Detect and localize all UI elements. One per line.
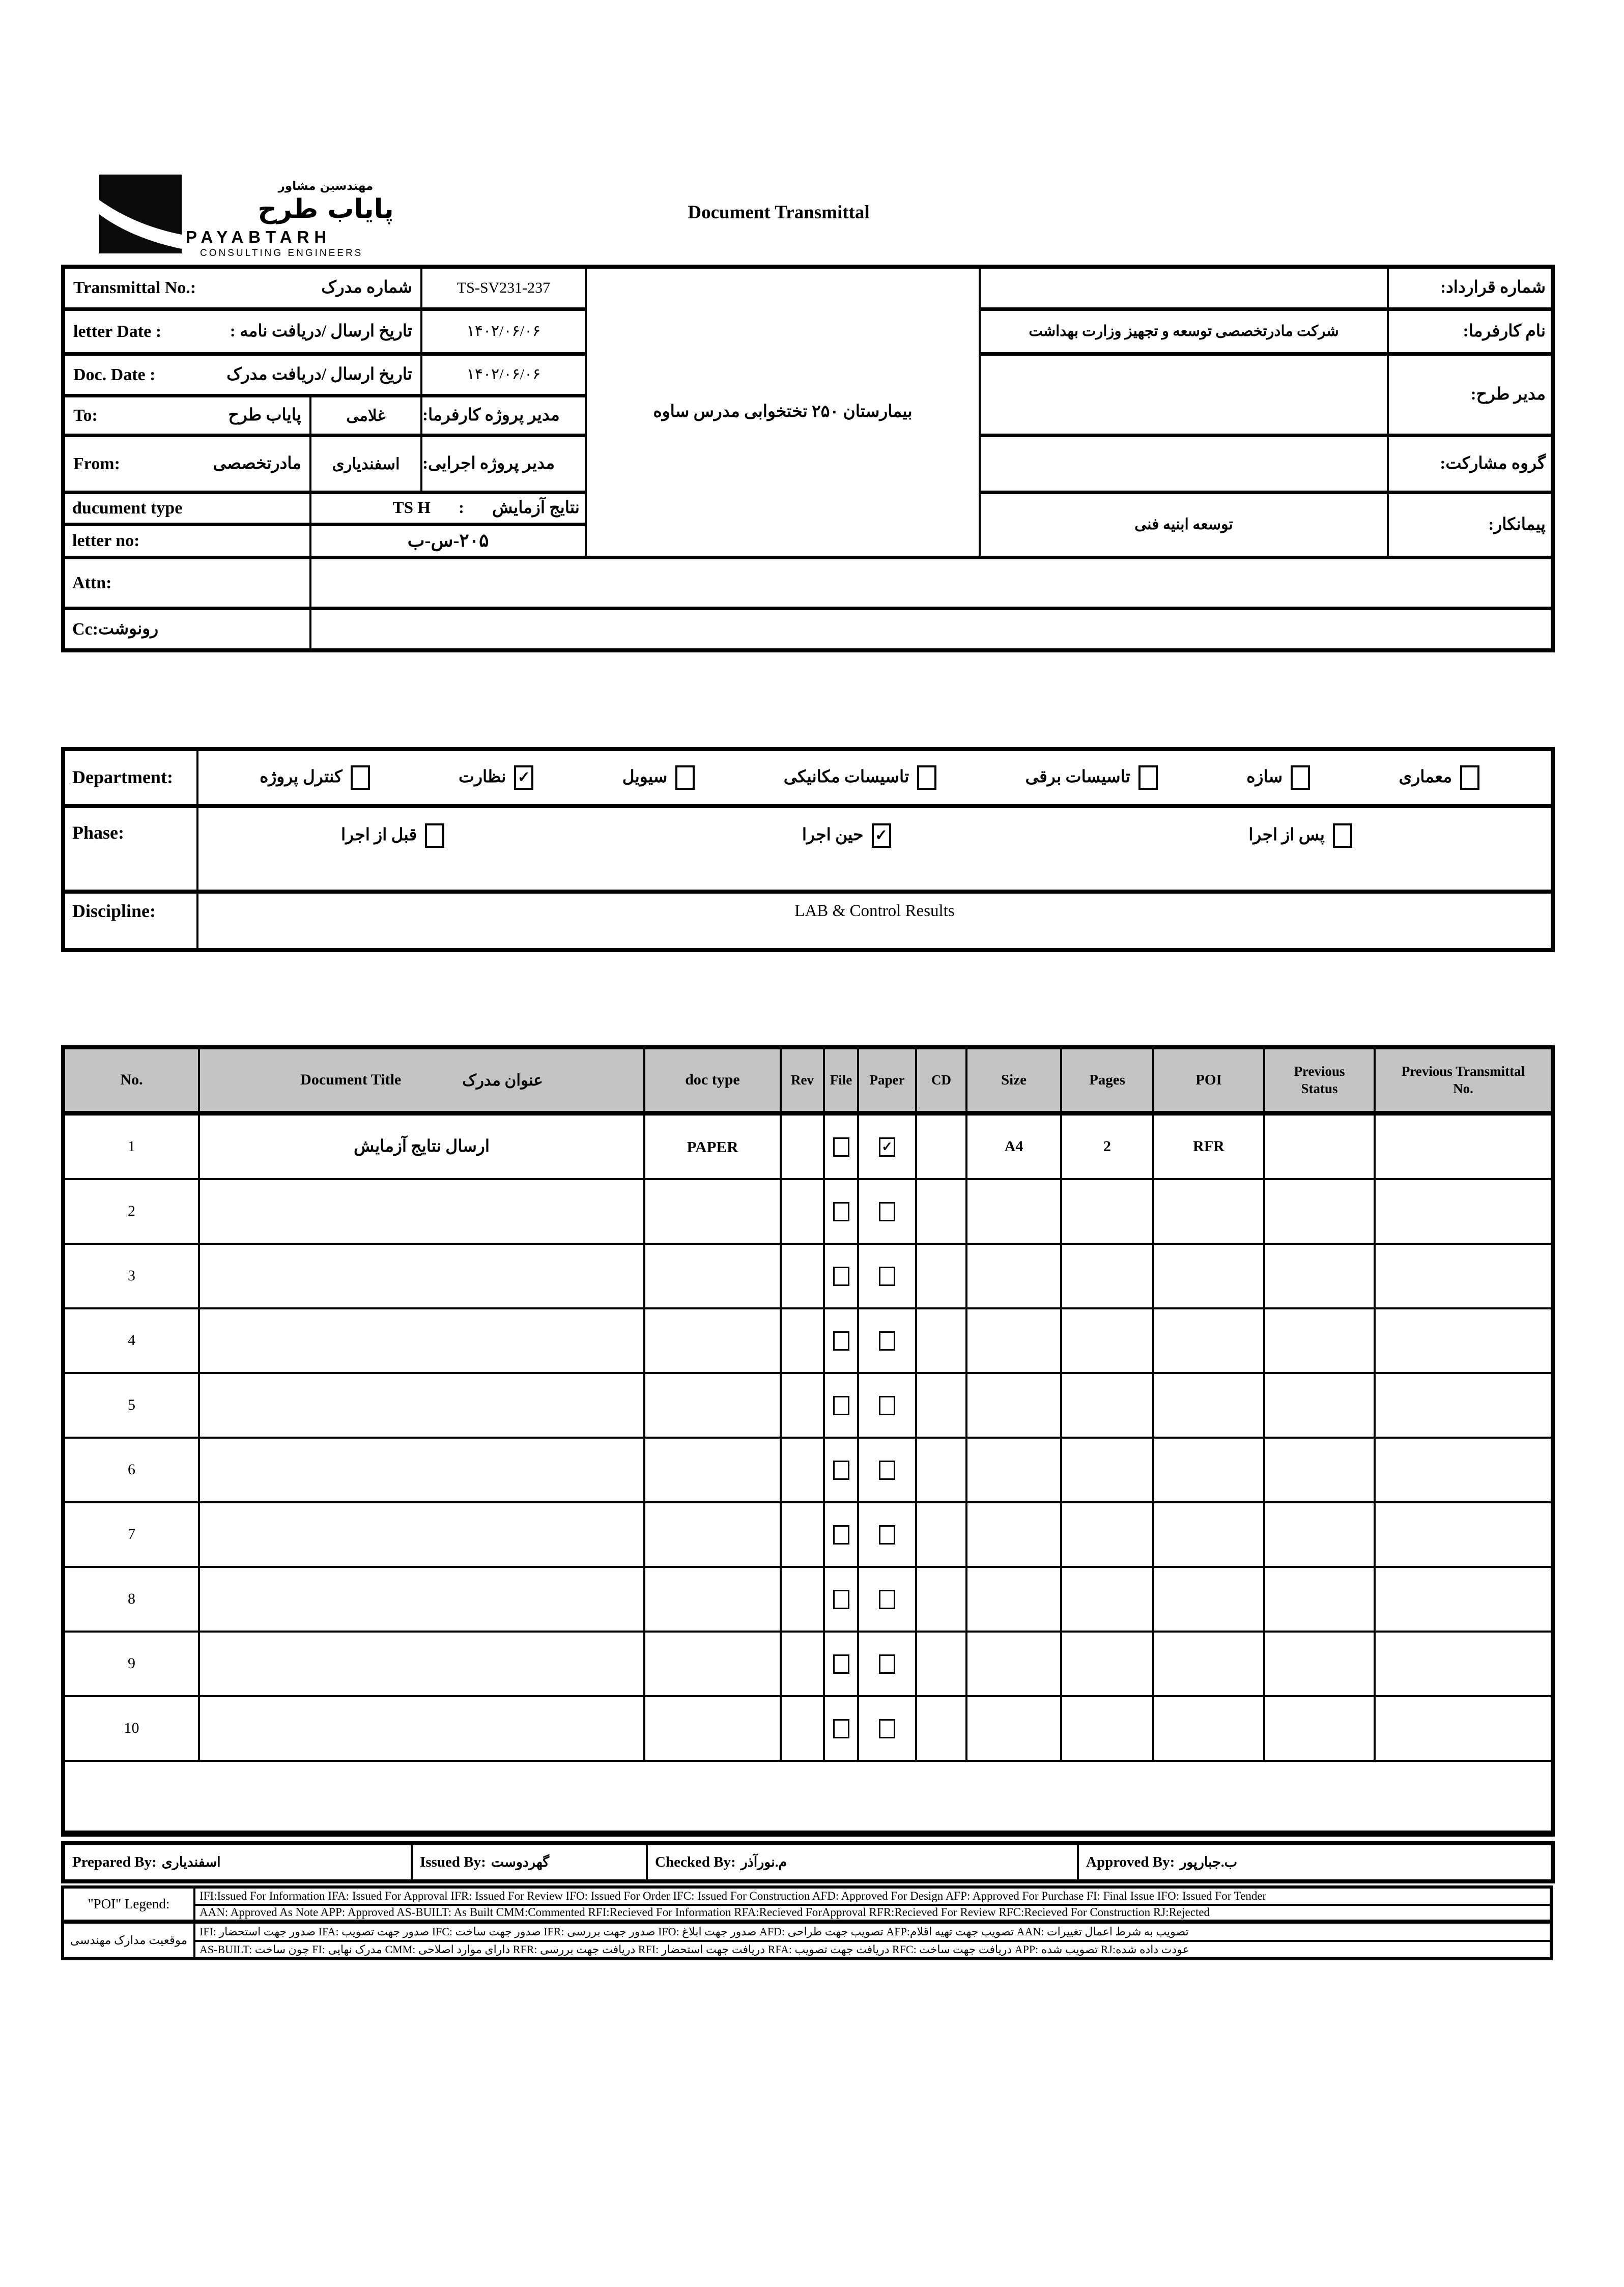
department-label: Department: [65, 751, 196, 804]
paper-checkbox-row-1[interactable]: ✓ [879, 1137, 895, 1157]
col-header-title-fa: عنوان مدرک [462, 1071, 543, 1089]
file-checkbox-row-3[interactable] [833, 1267, 849, 1286]
doc-row-7-cell [782, 1503, 823, 1566]
department-option-label: نظارت [459, 768, 506, 787]
doc-row-9-cell [1154, 1633, 1263, 1695]
letter-date-label-fa: تاریخ ارسال /دریافت نامه : [230, 322, 412, 340]
document-type-colon: : [458, 499, 464, 518]
approved-by-label: Approved By: [1086, 1853, 1175, 1870]
doc-row-5-paper-cell [859, 1374, 915, 1437]
doc-row-5-cell [1265, 1374, 1374, 1437]
doc-row-3-cell [782, 1245, 823, 1307]
doc-row-10-cell [1265, 1697, 1374, 1760]
file-checkbox-row-4[interactable] [833, 1331, 849, 1351]
document-type-label: ducument type [65, 494, 309, 523]
doc-position-label: موقعیت مدارک مهندسی [64, 1924, 193, 1957]
doc-row-7-cell [1376, 1503, 1551, 1566]
phase-options [198, 808, 1551, 890]
doc-row-4-cell [1154, 1309, 1263, 1372]
doc-row-1-cell: 1 [65, 1116, 198, 1178]
document-type-value-fa: نتایج آزمایش [492, 499, 580, 518]
doc-row-1-file-cell [825, 1116, 857, 1178]
paper-checkbox-row-2[interactable] [879, 1202, 895, 1221]
classification-table [61, 747, 1555, 952]
legend-line1: IFI:Issued For Information IFA: Issued For Approval IFR: Issued For Review IFO: Issued For Order IFC: Issued For Construction AFD: Approved For Design AFP: Approved For Purchase FI: Final Issue IFO: Issued For Tender [195, 1889, 1550, 1904]
doc-row-2-cell [782, 1180, 823, 1243]
doc-row-3-cell [1265, 1245, 1374, 1307]
doc-row-8-cell [200, 1568, 643, 1631]
doc-row-4-cell [967, 1309, 1060, 1372]
doc-row-2-paper-cell [859, 1180, 915, 1243]
transmittal-no-value: TS-SV231-237 [422, 269, 585, 307]
doc-row-7-cell [967, 1503, 1060, 1566]
letter-no-label: letter no: [65, 526, 309, 556]
department-option [1399, 765, 1480, 790]
doc-row-5-cell [917, 1374, 965, 1437]
col-header-prev-transmittal: Previous Transmittal No. [1376, 1049, 1551, 1113]
doc-row-2-cell [200, 1180, 643, 1243]
partnership-group-label: گروه مشارکت: [1389, 437, 1551, 491]
doc-row-2-cell: 2 [65, 1180, 198, 1243]
cc-label-en: Cc: [72, 619, 98, 639]
doc-row-8-cell [645, 1568, 780, 1631]
doc-date-value: ۱۴۰۲/۰۶/۰۶ [422, 356, 585, 394]
project-manager-value [981, 356, 1387, 434]
doc-row-8-cell [1062, 1568, 1152, 1631]
doc-row-8-cell: 8 [65, 1568, 198, 1631]
file-checkbox-row-8[interactable] [833, 1590, 849, 1609]
doc-row-6-cell: 6 [65, 1439, 198, 1501]
doc-row-8-cell [1265, 1568, 1374, 1631]
doc-row-9-cell [1376, 1633, 1551, 1695]
transmittal-no-label-en: Transmittal No.: [73, 278, 196, 298]
doc-row-5-cell [967, 1374, 1060, 1437]
doc-row-2-cell [967, 1180, 1060, 1243]
doc-row-7-cell [1265, 1503, 1374, 1566]
prepared-by-cell [65, 1845, 411, 1879]
doc-row-5-cell: 5 [65, 1374, 198, 1437]
paper-checkbox-row-3[interactable] [879, 1267, 895, 1286]
department-checkbox-1[interactable] [1291, 765, 1310, 790]
logo-en-sub: CONSULTING ENGINEERS [200, 248, 363, 259]
doc-row-6-file-cell [825, 1439, 857, 1501]
doc-row-8-paper-cell [859, 1568, 915, 1631]
phase-checkbox-1[interactable]: ✓ [872, 823, 891, 848]
doc-row-3-cell [645, 1245, 780, 1307]
checked-by-cell [648, 1845, 1077, 1879]
doc-row-3-cell [967, 1245, 1060, 1307]
doc-row-4-cell [782, 1309, 823, 1372]
doc-row-8-cell [1154, 1568, 1263, 1631]
doc-row-7-cell [1154, 1503, 1263, 1566]
discipline-value: LAB & Control Results [198, 894, 1551, 948]
checked-by-value: م.نورآذر [740, 1854, 787, 1870]
file-checkbox-row-1[interactable] [833, 1137, 849, 1157]
doc-row-7-cell [1062, 1503, 1152, 1566]
client-name-label: نام کارفرما: [1389, 311, 1551, 352]
department-checkbox-3[interactable] [917, 765, 936, 790]
phase-option-label: قبل از اجرا [341, 826, 417, 845]
doc-row-9-cell [645, 1633, 780, 1695]
department-checkbox-6[interactable] [351, 765, 370, 790]
department-option [459, 765, 533, 790]
department-checkbox-4[interactable] [675, 765, 695, 790]
department-option-label: کنترل پروژه [260, 768, 343, 787]
doc-row-7-paper-cell [859, 1503, 915, 1566]
paper-checkbox-row-9[interactable] [879, 1654, 895, 1674]
doc-row-1-cell [782, 1116, 823, 1178]
doc-row-6-cell [1154, 1439, 1263, 1501]
doc-row-1-cell: PAPER [645, 1116, 780, 1178]
from-person-name: اسفندیاری [311, 437, 420, 491]
doc-row-9-cell [917, 1633, 965, 1695]
attn-value [311, 559, 1551, 607]
doc-row-6-cell [917, 1439, 965, 1501]
file-checkbox-row-2[interactable] [833, 1202, 849, 1221]
contractor-label: پیمانکار: [1389, 494, 1551, 556]
doc-row-9-cell [782, 1633, 823, 1695]
doc-row-3-cell [917, 1245, 965, 1307]
project-name: بیمارستان ۲۵۰ تختخوابی مدرس ساوه [587, 269, 979, 556]
department-option [1246, 765, 1310, 790]
doc-row-3-paper-cell [859, 1245, 915, 1307]
department-option [1025, 765, 1158, 790]
paper-checkbox-row-4[interactable] [879, 1331, 895, 1351]
to-row-label [65, 397, 309, 434]
doc-row-5-cell [1376, 1374, 1551, 1437]
doc-row-4-cell [645, 1309, 780, 1372]
phase-option [341, 823, 444, 848]
cc-value [311, 610, 1551, 648]
doc-row-1-paper-cell [859, 1116, 915, 1178]
cc-label [65, 610, 309, 648]
doc-row-2-cell [917, 1180, 965, 1243]
doc-row-2-cell [1265, 1180, 1374, 1243]
cc-label-fa: رونوشت [98, 619, 159, 638]
logo-en-name: PAYABTARH [186, 227, 332, 246]
doc-row-3-cell: 3 [65, 1245, 198, 1307]
doc-row-4-cell [1265, 1309, 1374, 1372]
client-name-value: شرکت مادرتخصصی توسعه و تجهیز وزارت بهداشت [981, 311, 1387, 352]
department-option [784, 765, 937, 790]
phase-label: Phase: [65, 808, 196, 890]
doc-row-5-cell [200, 1374, 643, 1437]
col-header-rev: Rev [782, 1049, 823, 1113]
department-checkbox-2[interactable] [1138, 765, 1158, 790]
doc-row-7-cell [645, 1503, 780, 1566]
checked-by-label: Checked By: [655, 1853, 736, 1870]
doc-row-9-cell: 9 [65, 1633, 198, 1695]
transmittal-no-label-fa: شماره مدرک [321, 278, 412, 297]
phase-option [1248, 823, 1352, 848]
doc-row-6-cell [645, 1439, 780, 1501]
phase-checkbox-0[interactable] [1333, 823, 1352, 848]
doc-row-6-cell [1376, 1439, 1551, 1501]
signature-table [61, 1841, 1555, 1883]
client-pm-label: مدیر پروژه کارفرما: [422, 397, 585, 434]
doc-row-3-cell [1062, 1245, 1152, 1307]
doc-row-8-cell [1376, 1568, 1551, 1631]
doc-row-9-cell [1062, 1633, 1152, 1695]
doc-row-4-paper-cell [859, 1309, 915, 1372]
attn-label: Attn: [65, 559, 309, 607]
doc-row-10-paper-cell [859, 1697, 915, 1760]
doc-row-8-cell [917, 1568, 965, 1631]
doc-row-10-file-cell [825, 1697, 857, 1760]
poi-legend-label: "POI" Legend: [64, 1889, 193, 1922]
doc-row-2-cell [1154, 1180, 1263, 1243]
doc-row-8-cell [967, 1568, 1060, 1631]
col-header-no: No. [65, 1049, 198, 1113]
doc-row-10-cell [645, 1697, 780, 1760]
doc-row-6-paper-cell [859, 1439, 915, 1501]
from-value-fa: مادرتخصصی [213, 454, 301, 473]
transmittal-no-label [65, 269, 420, 307]
issued-by-value: گهردوست [491, 1854, 550, 1870]
col-header-file: File [825, 1049, 857, 1113]
logo-fa-large: پایاب طرح [258, 194, 394, 224]
doc-row-10-cell [1062, 1697, 1152, 1760]
doc-row-9-cell [967, 1633, 1060, 1695]
prepared-by-value: اسفندیاری [161, 1854, 221, 1870]
document-type-value [311, 494, 585, 523]
doc-row-9-paper-cell [859, 1633, 915, 1695]
doc-row-10-cell [1154, 1697, 1263, 1760]
file-checkbox-row-5[interactable] [833, 1396, 849, 1415]
department-option [622, 765, 695, 790]
letter-date-value: ۱۴۰۲/۰۶/۰۶ [422, 311, 585, 352]
doc-row-5-file-cell [825, 1374, 857, 1437]
doc-row-10-cell [200, 1697, 643, 1760]
contract-no-value [981, 269, 1387, 307]
doc-row-4-file-cell [825, 1309, 857, 1372]
doc-row-3-cell [200, 1245, 643, 1307]
legend-line2: AAN: Approved As Note APP: Approved AS-BUILT: As Built CMM:Commented RFI:Recieved For Information RFA:Recieved ForApproval RFR:Recieved For Review RFC:Recieved For Construction RJ:Rejected [195, 1906, 1550, 1922]
col-header-paper: Paper [859, 1049, 915, 1113]
project-manager-label: مدیر طرح: [1389, 356, 1551, 434]
department-option-label: سیویل [622, 768, 668, 787]
doc-row-6-cell [782, 1439, 823, 1501]
doc-row-5-cell [1062, 1374, 1152, 1437]
department-options [198, 751, 1551, 804]
doc-row-2-cell [1376, 1180, 1551, 1243]
doc-row-1-cell [917, 1116, 965, 1178]
header-table [61, 265, 1555, 652]
doc-row-2-cell [645, 1180, 780, 1243]
issued-by-cell [413, 1845, 646, 1879]
doc-row-6-cell [967, 1439, 1060, 1501]
doc-row-10-cell: 10 [65, 1697, 198, 1760]
doc-row-6-cell [200, 1439, 643, 1501]
to-person-name: غلامی [311, 397, 420, 434]
file-checkbox-row-6[interactable] [833, 1461, 849, 1480]
doc-row-8-file-cell [825, 1568, 857, 1631]
doc-row-7-cell [917, 1503, 965, 1566]
letter-date-label-en: letter Date : [73, 322, 162, 341]
doc-row-7-cell: 7 [65, 1503, 198, 1566]
doc-row-4-cell: 4 [65, 1309, 198, 1372]
col-header-poi: POI [1154, 1049, 1263, 1113]
doc-row-4-cell [917, 1309, 965, 1372]
doc-date-label-fa: تاریخ ارسال /دریافت مدرک [226, 365, 412, 384]
letter-no-value: ۲۰۵-س-ب [311, 526, 585, 556]
doc-row-10-cell [1376, 1697, 1551, 1760]
col-header-prev-status: Previous Status [1265, 1049, 1374, 1113]
department-option-label: تاسیسات مکانیکی [783, 768, 909, 787]
contractor-value: توسعه ابنیه فنی [981, 494, 1387, 556]
contract-no-label: شماره قرارداد: [1389, 269, 1551, 307]
department-option-label: تاسیسات برقی [1025, 768, 1130, 787]
doc-row-10-cell [782, 1697, 823, 1760]
department-checkbox-0[interactable] [1460, 765, 1479, 790]
doc-row-1-cell: ارسال نتایج آزمایش [200, 1116, 643, 1178]
phase-checkbox-2[interactable] [425, 823, 444, 848]
paper-checkbox-row-8[interactable] [879, 1590, 895, 1609]
issued-by-label: Issued By: [420, 1853, 486, 1870]
discipline-label: Discipline: [65, 894, 196, 948]
col-header-title [200, 1049, 643, 1113]
logo-fa-small: مهندسین مشاور [278, 180, 374, 193]
doc-table-grid [61, 1045, 1555, 1837]
to-label-en: To: [73, 406, 98, 425]
from-row-label [65, 437, 309, 491]
doc-row-7-file-cell [825, 1503, 857, 1566]
doc-date-label [65, 356, 420, 394]
doc-row-1-cell: A4 [967, 1116, 1060, 1178]
phase-option-label: حین اجرا [802, 826, 864, 845]
doc-row-6-cell [1265, 1439, 1374, 1501]
file-checkbox-row-10[interactable] [833, 1719, 849, 1738]
doc-row-10-cell [967, 1697, 1060, 1760]
doc-row-7-cell [200, 1503, 643, 1566]
col-header-cd: CD [917, 1049, 965, 1113]
doc-row-8-cell [782, 1568, 823, 1631]
logo-mark-icon [99, 175, 182, 253]
doc-row-4-cell [1062, 1309, 1152, 1372]
doc-row-2-file-cell [825, 1180, 857, 1243]
department-option-label: سازه [1246, 768, 1283, 787]
doc-row-2-cell [1062, 1180, 1152, 1243]
department-option [260, 765, 370, 790]
doc-row-10-cell [917, 1697, 965, 1760]
paper-checkbox-row-6[interactable] [879, 1461, 895, 1480]
file-checkbox-row-9[interactable] [833, 1654, 849, 1674]
document-type-value-en: TS H [392, 499, 431, 518]
paper-checkbox-row-7[interactable] [879, 1525, 895, 1545]
doc-row-1-cell: 2 [1062, 1116, 1152, 1178]
doc-row-5-cell [782, 1374, 823, 1437]
doc-row-1-cell [1265, 1116, 1374, 1178]
approved-by-cell [1079, 1845, 1551, 1879]
page-title: Document Transmittal [688, 202, 870, 223]
doc-row-6-cell [1062, 1439, 1152, 1501]
col-header-pages: Pages [1062, 1049, 1152, 1113]
doc-row-4-cell [1376, 1309, 1551, 1372]
company-logo [99, 170, 517, 267]
doc-row-9-cell [200, 1633, 643, 1695]
department-option-label: معماری [1399, 768, 1452, 787]
letter-date-label [65, 311, 420, 352]
from-label-en: From: [73, 454, 120, 473]
doc-row-9-file-cell [825, 1633, 857, 1695]
col-header-title-en: Document Title [300, 1071, 402, 1089]
phase-option-label: پس از اجرا [1248, 826, 1325, 845]
doc-date-label-en: Doc. Date : [73, 365, 156, 384]
doc-row-9-cell [1265, 1633, 1374, 1695]
partnership-group-value [981, 437, 1387, 491]
doc-table-empty-strip [65, 1762, 1551, 1831]
department-checkbox-5[interactable]: ✓ [514, 765, 533, 790]
doc-row-3-file-cell [825, 1245, 857, 1307]
legend-line3: IFI: صدور جهت استحضار IFA: صدور جهت تصویب IFC: صدور جهت ساخت IFR: صدور جهت بررسی IFO: صدور جهت ابلاغ AFD: تصویب جهت طراحی AFP:تصویب جهت تهیه اقلام AAN: تصویب به شرط اعمال تغییرات [195, 1924, 1550, 1940]
doc-row-4-cell [200, 1309, 643, 1372]
doc-row-3-cell [1376, 1245, 1551, 1307]
doc-row-5-cell [1154, 1374, 1263, 1437]
legend-table [61, 1885, 1553, 1960]
file-checkbox-row-7[interactable] [833, 1525, 849, 1545]
col-header-doc-type: doc type [645, 1049, 780, 1113]
doc-row-3-cell [1154, 1245, 1263, 1307]
doc-row-1-cell: RFR [1154, 1116, 1263, 1178]
executive-pm-label: مدیر پروژه اجرایی: [422, 437, 585, 491]
prepared-by-label: Prepared By: [72, 1853, 157, 1870]
to-value-fa: پایاب طرح [228, 406, 301, 424]
phase-option [802, 823, 891, 848]
legend-line4: AS-BUILT: چون ساخت FI: مدرک نهایی CMM: دارای موارد اصلاحی RFR: دریافت جهت بررسی RFI: دریافت جهت استحضار RFA: دریافت جهت تصویب RFC: دریافت جهت ساخت APP: تصویب شده RJ:عودت داده شده [195, 1942, 1550, 1957]
doc-row-5-cell [645, 1374, 780, 1437]
paper-checkbox-row-10[interactable] [879, 1719, 895, 1738]
doc-row-1-cell [1376, 1116, 1551, 1178]
approved-by-value: ب.جبارپور [1180, 1854, 1238, 1870]
paper-checkbox-row-5[interactable] [879, 1396, 895, 1415]
col-header-size: Size [967, 1049, 1060, 1113]
